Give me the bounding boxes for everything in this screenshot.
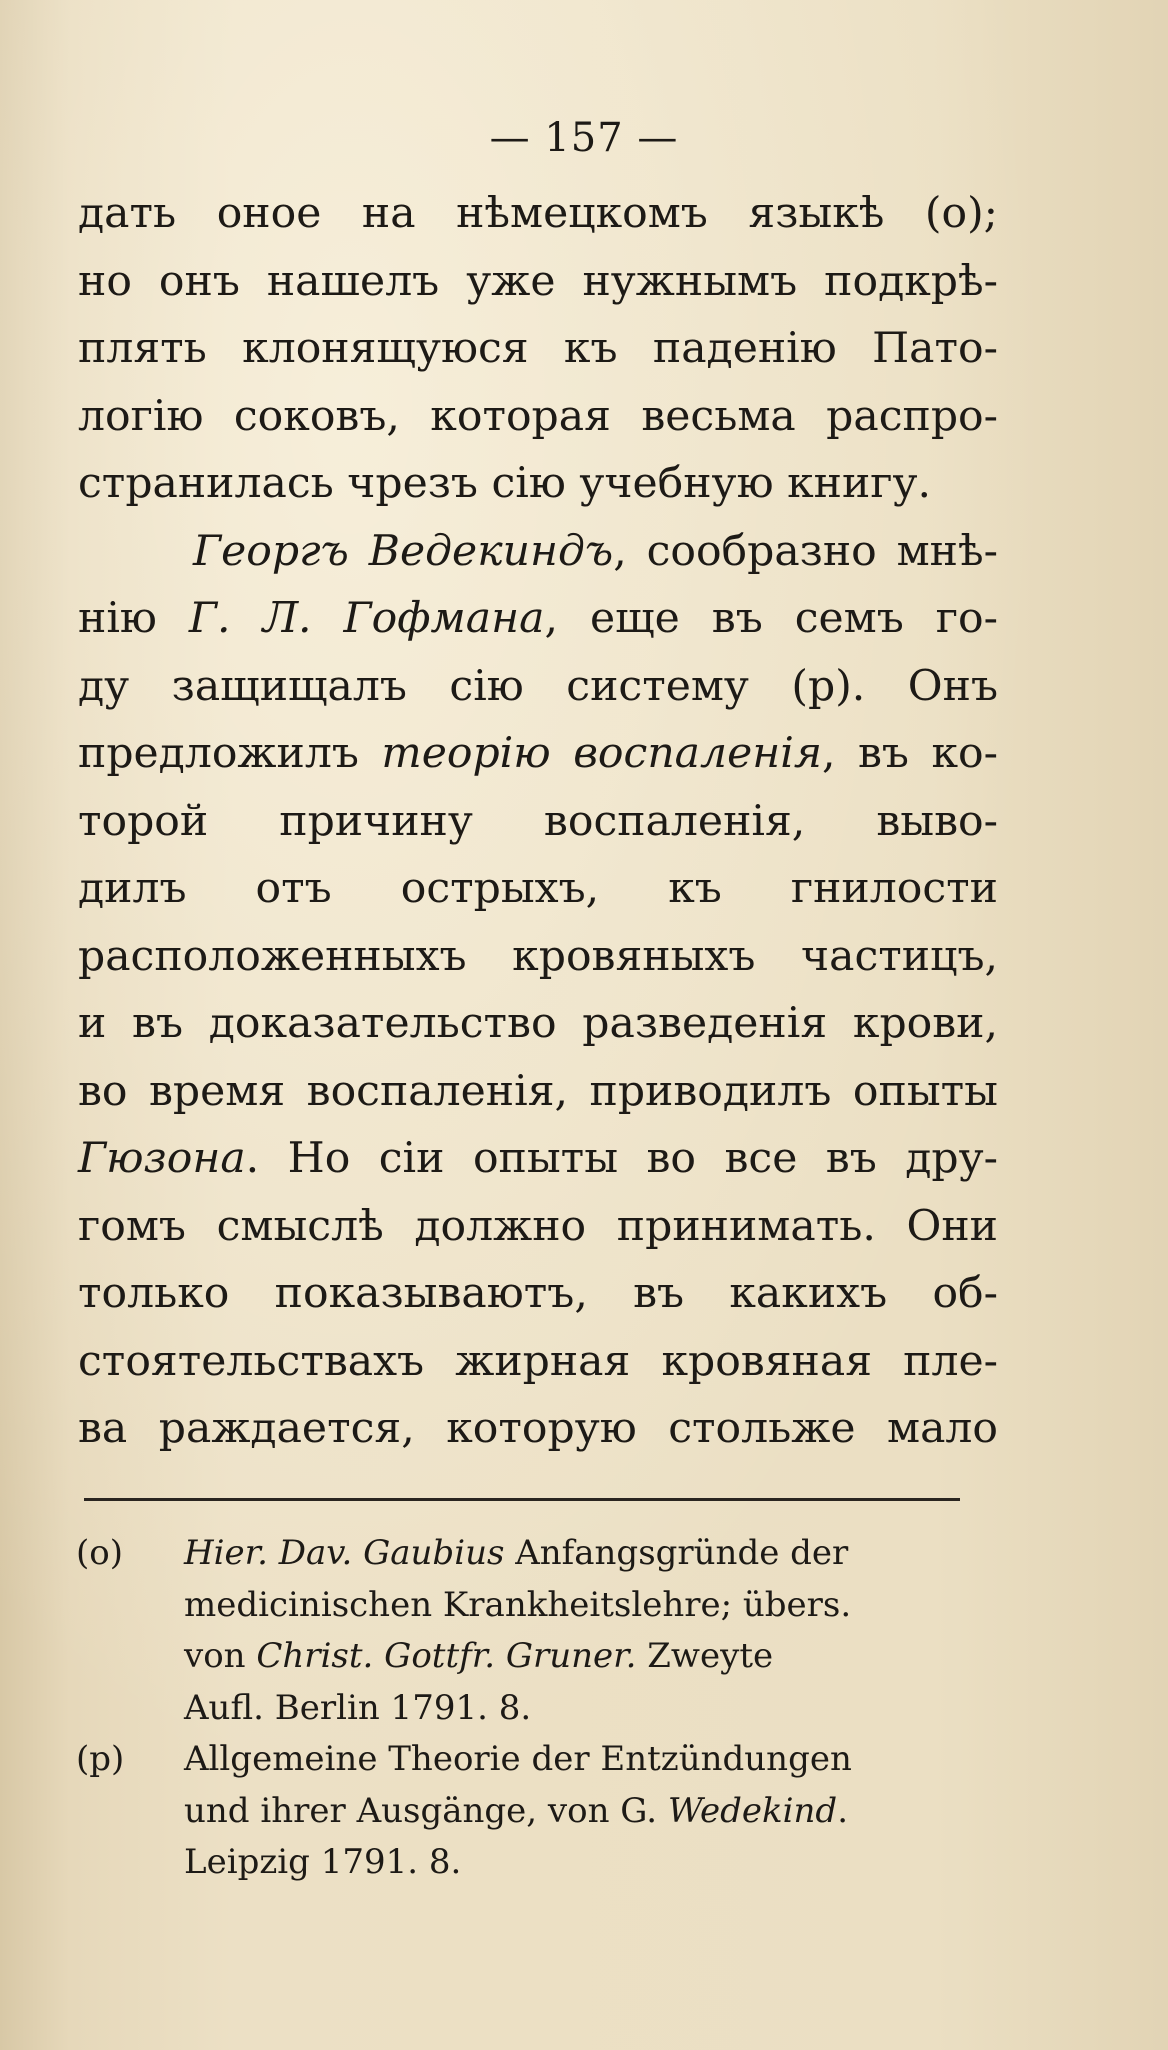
text-segment: Aufl. Berlin 1791. 8. (184, 1687, 532, 1728)
text-segment: и въ доказательство разведенія крови, (78, 999, 998, 1048)
text-segment: ва раждается, которую стольже мало (78, 1404, 998, 1453)
text-line (78, 653, 998, 721)
footnote-line (76, 1631, 1002, 1683)
text-segment: нію (78, 594, 189, 643)
italic-text: Hier. Dav. Gaubius (184, 1533, 505, 1573)
text-segment: только показываютъ, въ какихъ об- (78, 1269, 998, 1318)
text-segment: стоятельствахъ жирная кровяная пле- (78, 1336, 998, 1386)
text-segment: во время воспаленія, приводилъ опыты (78, 1066, 998, 1116)
italic-text: Wedekind (667, 1790, 838, 1831)
text-segment: предложилъ (78, 729, 382, 778)
footnote-mark: (p) (76, 1739, 125, 1779)
text-line (78, 450, 998, 518)
footnote-mark: (o) (76, 1533, 123, 1573)
text-line (78, 518, 998, 586)
text-segment: , сообразно мнѣ- (613, 526, 998, 576)
text-segment: расположенныхъ кровяныхъ частицъ, (78, 931, 998, 981)
text-segment: но онъ нашелъ уже нужнымъ подкрѣ- (78, 256, 998, 306)
text-segment: гомъ смыслѣ должно принимать. Они (78, 1201, 998, 1251)
text-segment: . Но сіи опыты во все въ дру- (245, 1134, 998, 1183)
text-line (78, 248, 998, 316)
footnotes (76, 1528, 1002, 1889)
italic-text: Гюзона (78, 1134, 246, 1183)
text-line (78, 1058, 998, 1126)
footnote-line (76, 1734, 1002, 1786)
footnote (76, 1734, 1002, 1889)
text-segment: дилъ отъ острыхъ, къ гнилости (78, 864, 998, 913)
footnote-line (76, 1580, 1002, 1632)
italic-text: Георгъ Ведекиндъ (193, 526, 614, 576)
text-segment: Leipzig 1791. 8. (184, 1842, 462, 1882)
text-segment: . (837, 1790, 848, 1831)
footnote-line (76, 1837, 1002, 1889)
footnote-line (76, 1528, 1002, 1580)
text-line (78, 1260, 998, 1328)
text-line (78, 1125, 998, 1193)
text-segment: ду защищалъ сію систему (p). Онъ (78, 661, 998, 711)
footnote-text (184, 1533, 848, 1573)
text-segment: von (184, 1636, 257, 1676)
text-segment: , въ ко- (821, 729, 998, 778)
italic-text: Christ. Gottfr. Gruner. (256, 1636, 637, 1676)
footnote-text (184, 1842, 461, 1882)
text-line (78, 585, 998, 653)
text-line (78, 788, 998, 856)
footnote-text (184, 1791, 848, 1831)
text-line (78, 1395, 998, 1463)
footnote (76, 1528, 1002, 1734)
text-segment: , еще въ семъ го- (544, 594, 998, 643)
text-segment: плять клонящуюся къ паденію Пато- (78, 324, 998, 373)
text-segment: Zweyte (636, 1636, 774, 1676)
text-line (78, 720, 998, 788)
text-line (78, 383, 998, 451)
footnote-text (184, 1739, 852, 1779)
text-segment: und ihrer Ausgänge, von G. (184, 1790, 668, 1831)
page-number: — 157 — (489, 115, 679, 161)
text-segment: дать оное на нѣмецкомъ языкѣ (o); (78, 189, 998, 238)
footnote-text (184, 1585, 851, 1625)
body-text (78, 180, 998, 1463)
text-line (78, 990, 998, 1058)
text-line (78, 923, 998, 991)
footnote-line (76, 1683, 1002, 1735)
text-segment: логію соковъ, которая весьма распро- (78, 391, 998, 441)
text-line (78, 180, 998, 248)
text-line (78, 855, 998, 923)
text-segment: medicinischen Krankheitslehre; übers. (184, 1584, 852, 1625)
text-segment: странилась чрезъ сію учебную книгу. (78, 459, 932, 508)
text-segment: Allgemeine Theorie der Entzündungen (184, 1739, 852, 1779)
text-line (78, 315, 998, 383)
footnote-divider (84, 1498, 960, 1501)
text-segment: Anfangsgründe der (504, 1533, 849, 1573)
footnote-text (184, 1688, 531, 1728)
footnote-text (184, 1636, 773, 1676)
text-line (78, 1328, 998, 1396)
italic-text: теорію воспаленія (381, 729, 822, 778)
italic-text: Г. Л. Гофмана (188, 594, 545, 643)
footnote-line (76, 1786, 1002, 1838)
text-segment: торой причину воспаленія, выво- (78, 796, 998, 846)
text-line (78, 1193, 998, 1261)
